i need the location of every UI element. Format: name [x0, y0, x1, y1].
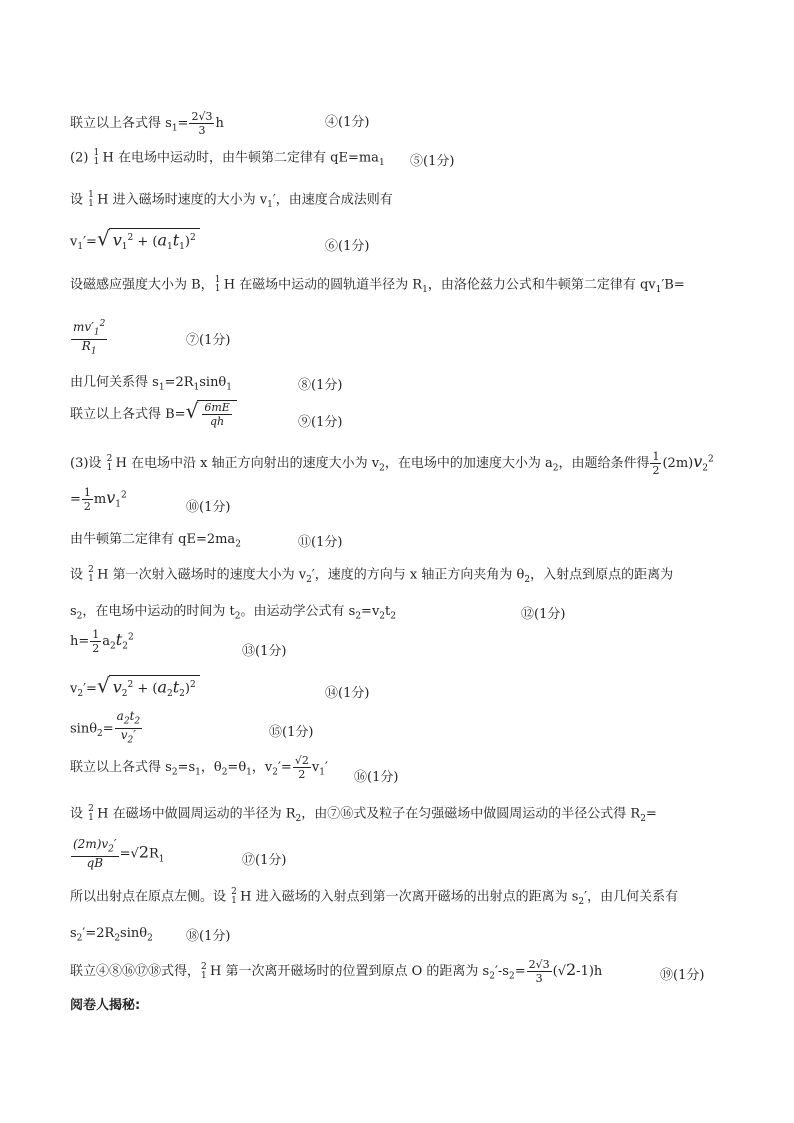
formula-line-1: 联立以上各式得 $s_1=$ $\frac{2√3}{3}$ h [70, 110, 224, 137]
formula-line-2: (2) 1 1 H 在电场中运动时，由牛顿第二定律有 $qE=ma_1$ [70, 148, 385, 169]
formula-line-14: h= $\frac{1}{2}$ $a_2t_2^2$ [70, 628, 134, 655]
score-4: ④(1分) [325, 115, 370, 130]
score-14: ⑭(1分) [325, 686, 370, 701]
formula-line-10: = $\frac{1}{2}$ $mv_1^2$ [70, 486, 127, 513]
score-13: ⑬(1分) [242, 644, 287, 659]
reviewer-note-heading: 阅卷人揭秘: [70, 998, 141, 1013]
formula-line-3: 设 1 1 H 进入磁场时速度的大小为 $v_1'$，由速度合成法则有 [70, 190, 393, 211]
score-12: ⑫(1分) [521, 607, 566, 622]
formula-line-16: sinθ$_2$= $\frac{a_2t_2}{v_2'}$ [70, 709, 141, 746]
score-11: ⑪(1分) [298, 535, 343, 550]
formula-line-11: 由牛顿第二定律有 $qE=2ma_2$ [70, 532, 241, 550]
formula-line-20: 所以出射点在原点左侧。设 2 1 H 进入磁场的入射点到第一次离开磁场的出射点的距离为 $s_2'$，由几何关系有 [70, 887, 679, 908]
formula-line-6: $\frac{mv'_1^2}{R_1}$ [73, 319, 106, 357]
formula-line-19: $\frac{(2m)v_2'}{qB}$ $=√2R_1$ [73, 837, 165, 871]
formula-line-13: $s_2$，在电场中运动的时间为 $t_2$。由运动学公式有 $s_2=v_2t_2$ [70, 604, 396, 622]
formula-line-22: 联立④⑧⑯⑰⑱式得， 2 1 H 第一次离开磁场时的位置到原点 O 的距离为 $s_2'-s_2=$ $\frac{2√3}{3}$ (√2-1)h [70, 958, 603, 985]
score-19: ⑲(1分) [660, 968, 705, 983]
formula-line-15: $v_2'=√$ $v_2^2 + (a_2t_2)^2$ [70, 675, 200, 703]
score-17: ⑰(1分) [242, 853, 287, 868]
formula-line-18: 设 2 1 H 在磁场中做圆周运动的半径为 $R_2$，由⑦⑯式及粒子在匀强磁场中做圆周运动的半径公式得 $R_2=$ [70, 804, 657, 825]
score-18: ⑱(1分) [186, 929, 231, 944]
score-8: ⑧(1分) [298, 378, 343, 393]
score-15: ⑮(1分) [269, 725, 314, 740]
score-5: ⑤(1分) [410, 154, 455, 169]
score-7: ⑦(1分) [186, 333, 231, 348]
formula-line-7: 由几何关系得 $s_1=2R_1\sin\theta_1$ [70, 375, 232, 393]
formula-line-4: $v_1'=√$ $v_1^2 + (a_1t_1)^2$ [70, 228, 200, 256]
formula-line-17: 联立以上各式得 $s_2=s_1$，$\theta_2=\theta_1$，$v_2'=$ $\frac{√2}{2}$ $v_1'$ [70, 754, 328, 781]
formula-line-9: (3)设 2 1 H 在电场中沿 x 轴正方向射出的速度大小为 $v_2$，在电场中的加速度大小为 $a_2$，由题给条件得 $\frac{1}{2}$ $(2m)v_2^2$ [70, 450, 714, 477]
score-9: ⑨(1分) [298, 415, 343, 430]
formula-line-8: 联立以上各式得 B=√ $\frac{6mE}{qh}$ [70, 400, 237, 428]
formula-line-21: $s_2'=2R_2\sin\theta_2$ [70, 926, 153, 944]
score-6: ⑥(1分) [325, 239, 370, 254]
formula-line-12: 设 2 1 H 第一次射入磁场时的速度大小为 $v_2'$，速度的方向与 x 轴正方向夹角为 $\theta_2$，入射点到原点的距离为 [70, 565, 674, 586]
score-16: ⑯(1分) [354, 770, 399, 785]
score-10: ⑩(1分) [186, 500, 231, 515]
formula-line-5: 设磁感应强度大小为 B， 1 1 H 在磁场中运动的圆轨道半径为 $R_1$，由洛伦兹力公式和牛顿第二定律有 $qv_1'B=$ [70, 275, 685, 296]
